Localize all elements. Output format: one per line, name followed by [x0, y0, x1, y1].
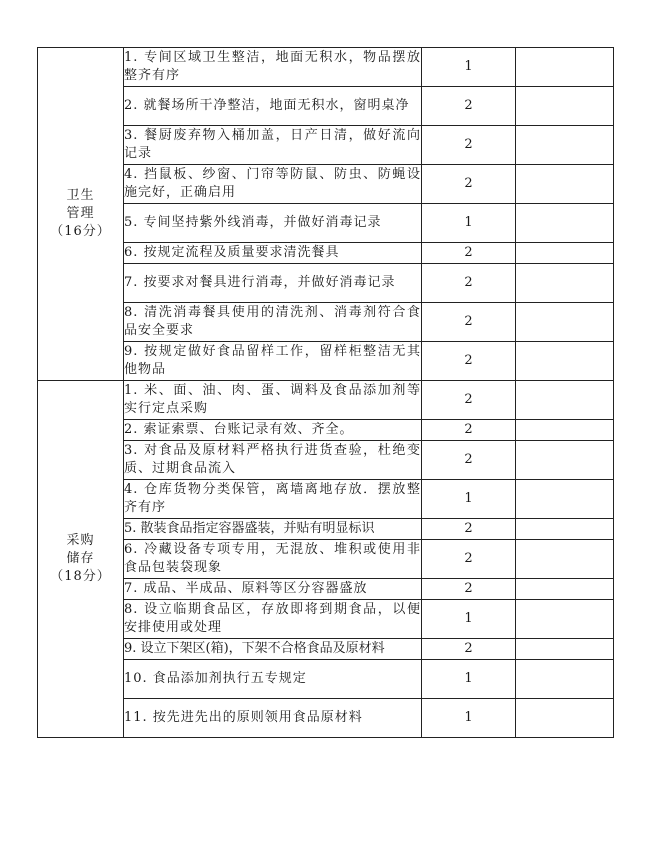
item-text: 2. 索证索票、台账记录有效、齐全。	[124, 420, 422, 441]
result-cell[interactable]	[516, 420, 614, 441]
result-cell[interactable]	[516, 303, 614, 342]
result-cell[interactable]	[516, 87, 614, 126]
item-text: 3. 餐厨废弃物入桶加盖，日产日清，做好流向记录	[124, 126, 422, 165]
result-cell[interactable]	[516, 699, 614, 738]
result-cell[interactable]	[516, 519, 614, 540]
table-row	[38, 165, 614, 204]
item-text: 10. 食品添加剂执行五专规定	[124, 660, 422, 699]
category-cell-procurement	[38, 381, 124, 738]
result-cell[interactable]	[516, 243, 614, 264]
table-row	[38, 87, 614, 126]
category-name: 储存	[66, 551, 95, 566]
result-cell[interactable]	[516, 381, 614, 420]
table-row	[38, 441, 614, 480]
result-cell[interactable]	[516, 264, 614, 303]
item-text: 11. 按先进先出的原则领用食品原材料	[124, 699, 422, 738]
inspection-score-table	[37, 47, 614, 738]
table-row	[38, 420, 614, 441]
item-score: 2	[422, 540, 516, 579]
item-score: 2	[422, 519, 516, 540]
item-score: 1	[422, 480, 516, 519]
item-score: 2	[422, 264, 516, 303]
item-score: 2	[422, 639, 516, 660]
item-text: 2. 就餐场所干净整洁，地面无积水，窗明桌净	[124, 87, 422, 126]
category-points: （18分）	[50, 569, 111, 584]
result-cell[interactable]	[516, 540, 614, 579]
item-text: 5. 散装食品指定容器盛装，并贴有明显标识	[124, 519, 422, 540]
item-text: 7. 按要求对餐具进行消毒，并做好消毒记录	[124, 264, 422, 303]
result-cell[interactable]	[516, 441, 614, 480]
item-score: 1	[422, 600, 516, 639]
table-row	[38, 264, 614, 303]
result-cell[interactable]	[516, 342, 614, 381]
table-row	[38, 639, 614, 660]
result-cell[interactable]	[516, 165, 614, 204]
item-text: 1. 米、面、油、肉、蛋、调料及食品添加剂等实行定点采购	[124, 381, 422, 420]
table-row	[38, 204, 614, 243]
result-cell[interactable]	[516, 600, 614, 639]
table-row	[38, 480, 614, 519]
table-row	[38, 303, 614, 342]
item-text: 9. 设立下架区(箱)，下架不合格食品及原材料	[124, 639, 422, 660]
category-cell-hygiene	[38, 48, 124, 381]
item-text: 1. 专间区域卫生整洁，地面无积水，物品摆放整齐有序	[124, 48, 422, 87]
result-cell[interactable]	[516, 660, 614, 699]
table-row	[38, 699, 614, 738]
item-score: 2	[422, 441, 516, 480]
item-text: 3. 对食品及原材料严格执行进货查验，杜绝变质、过期食品流入	[124, 441, 422, 480]
table-row	[38, 381, 614, 420]
item-score: 1	[422, 660, 516, 699]
table-row	[38, 342, 614, 381]
table-row	[38, 579, 614, 600]
item-score: 2	[422, 342, 516, 381]
item-score: 1	[422, 48, 516, 87]
item-text: 9. 按规定做好食品留样工作，留样柜整洁无其他物品	[124, 342, 422, 381]
item-text: 8. 设立临期食品区，存放即将到期食品，以便安排使用或处理	[124, 600, 422, 639]
category-name: 管理	[66, 206, 95, 221]
result-cell[interactable]	[516, 480, 614, 519]
item-score: 2	[422, 165, 516, 204]
item-text: 4. 仓库货物分类保管，离墙离地存放．摆放整齐有序	[124, 480, 422, 519]
category-name: 采购	[66, 533, 95, 548]
table-row	[38, 600, 614, 639]
item-text: 6. 冷藏设备专项专用，无混放、堆积或使用非食品包装袋现象	[124, 540, 422, 579]
result-cell[interactable]	[516, 639, 614, 660]
item-score: 2	[422, 381, 516, 420]
result-cell[interactable]	[516, 126, 614, 165]
category-points: （16分）	[50, 224, 111, 239]
result-cell[interactable]	[516, 204, 614, 243]
item-score: 1	[422, 204, 516, 243]
item-score: 2	[422, 579, 516, 600]
item-score: 2	[422, 243, 516, 264]
item-score: 2	[422, 420, 516, 441]
item-text: 7. 成品、半成品、原料等区分容器盛放	[124, 579, 422, 600]
table-row	[38, 660, 614, 699]
result-cell[interactable]	[516, 48, 614, 87]
table-row	[38, 126, 614, 165]
item-score: 2	[422, 303, 516, 342]
result-cell[interactable]	[516, 579, 614, 600]
item-text: 6. 按规定流程及质量要求清洗餐具	[124, 243, 422, 264]
item-text: 5. 专间坚持紫外线消毒，并做好消毒记录	[124, 204, 422, 243]
item-score: 2	[422, 87, 516, 126]
item-text: 8. 清洗消毒餐具使用的清洗剂、消毒剂符合食品安全要求	[124, 303, 422, 342]
table-row	[38, 48, 614, 87]
table-row	[38, 519, 614, 540]
table-row	[38, 243, 614, 264]
table-row	[38, 540, 614, 579]
item-score: 1	[422, 699, 516, 738]
item-score: 2	[422, 126, 516, 165]
category-name: 卫生	[66, 188, 95, 203]
item-text: 4. 挡鼠板、纱窗、门帘等防鼠、防虫、防蝇设施完好，正确启用	[124, 165, 422, 204]
